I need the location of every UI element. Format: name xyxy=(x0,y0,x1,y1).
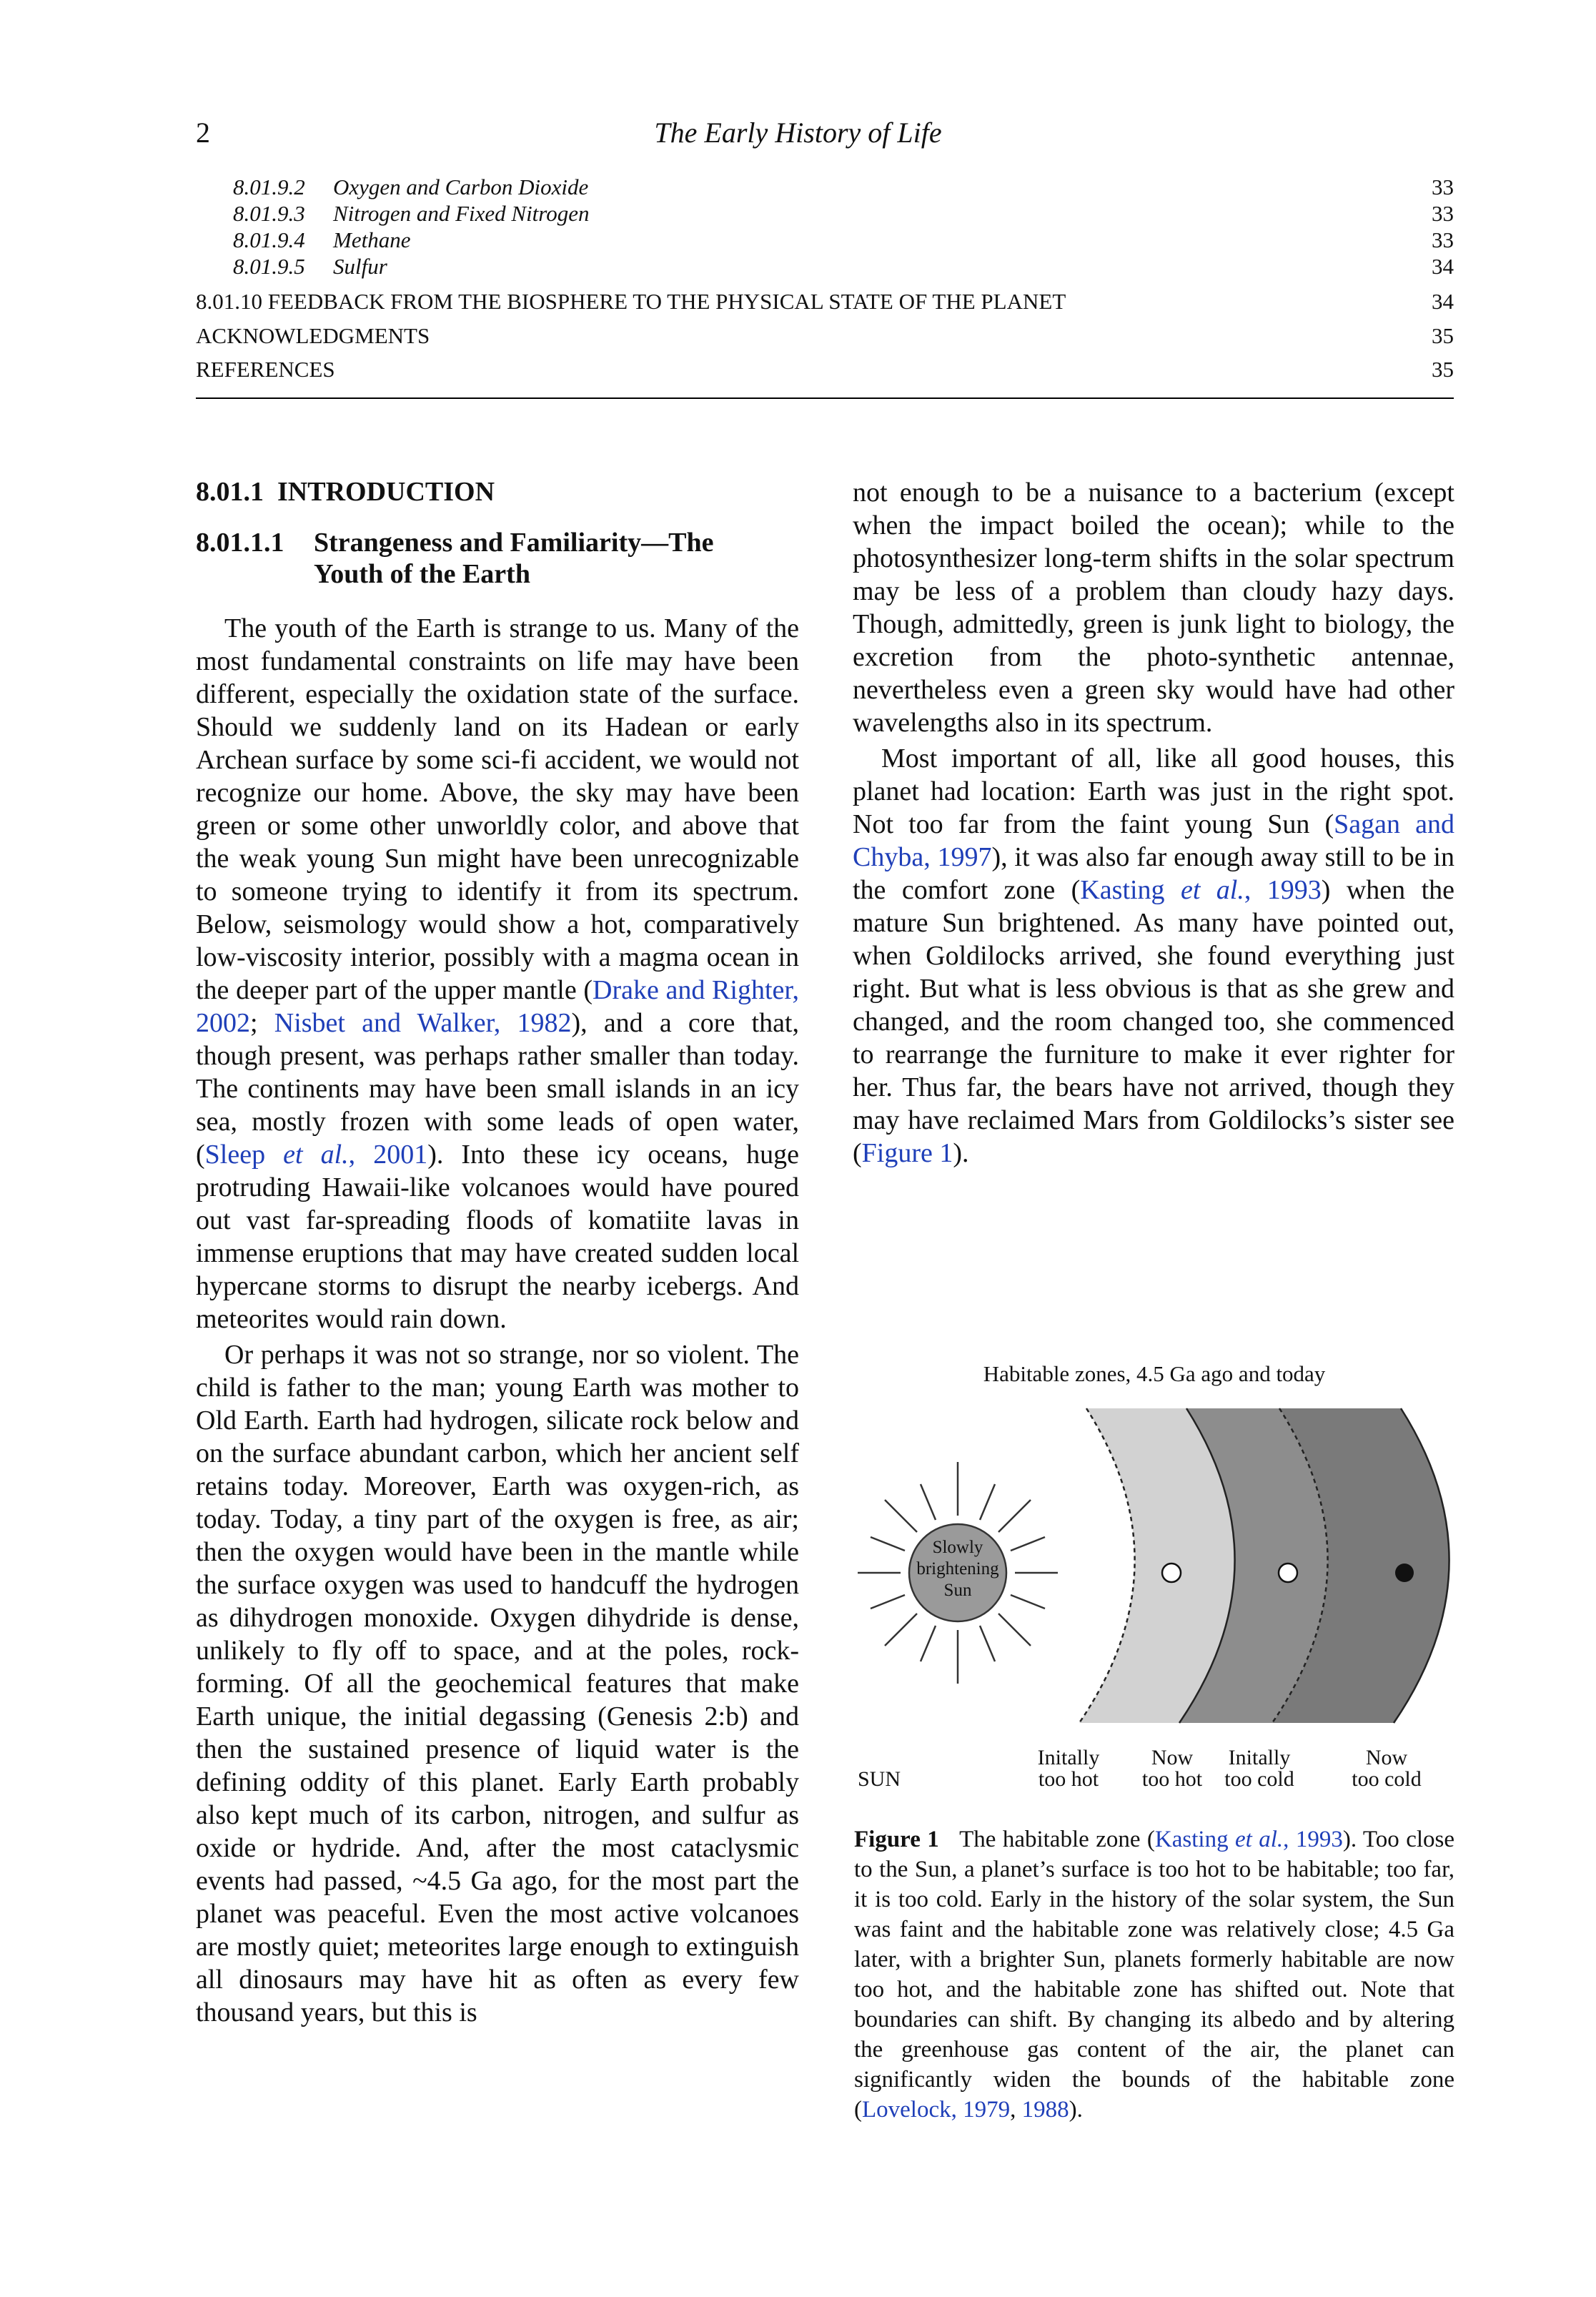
citation-link[interactable] xyxy=(1080,875,1321,905)
left-column xyxy=(196,612,799,2029)
toc-entry-title: ACKNOWLEDGMENTS xyxy=(196,323,430,348)
section-title: INTRODUCTION xyxy=(277,477,495,507)
toc-entry-title: Sulfur xyxy=(333,254,387,279)
paragraph xyxy=(853,742,1454,1170)
figure-title: Habitable zones, 4.5 Ga ago and today xyxy=(983,1361,1326,1386)
running-title: The Early History of Life xyxy=(654,117,942,149)
citation-etal: et al. xyxy=(1180,875,1244,905)
caption-text: The habitable zone ( xyxy=(959,1827,1155,1852)
citation-author: Kasting xyxy=(1080,875,1181,905)
zone-label: too hot xyxy=(1141,1767,1203,1791)
toc-entry[interactable] xyxy=(196,174,1454,200)
section-number: 8.01.1 xyxy=(196,477,264,507)
section-heading xyxy=(196,476,796,508)
planet-initial-icon xyxy=(1279,1564,1297,1582)
figure-habitable-zones xyxy=(851,1351,1454,1794)
toc-entry-title: Methane xyxy=(333,227,411,252)
zone-label: Initally xyxy=(1228,1746,1291,1769)
citation-link[interactable]: Nisbet and Walker, 1982 xyxy=(274,1008,572,1038)
paragraph-text: Most important of all, like all good houses, this planet had location: Earth was just in the right spot. Not too far from the faint young Sun ( xyxy=(853,744,1454,839)
figure-graphic xyxy=(851,1351,1454,1794)
sun-text-line: brightening xyxy=(916,1559,999,1579)
table-of-contents xyxy=(196,174,1454,389)
paragraph-text: ). Into these icy oceans, huge protruding Hawaii-like volcanoes would have poured out vast far-spreading floods of komatiite lavas in immense eruptions that may have created sudden local hypercane storms to disrupt the nearby icebergs. And meteorites would rain down. xyxy=(196,1140,800,1334)
paragraph-text: ), and a core that, though present, was perhaps rather smaller than today. The continents may have been small islands in an icy sea, mostly frozen with some leads of open water, ( xyxy=(196,1008,799,1170)
citation-link[interactable] xyxy=(205,1140,428,1170)
paragraph-text: ) when the mature Sun brightened. As many have pointed out, when Goldilocks arrived, she found everything just right. But what is less obvious is that as she grew and changed, and the room changed too, she commenced to rearrange the furniture to make it ever righter for her. Thus far, the bears have not arrived, though they may have reclaimed Mars from Goldilocks’s sister see ( xyxy=(853,875,1455,1168)
planet-initial-icon xyxy=(1162,1564,1181,1582)
subsection-title-line1: Strangeness and Familiarity—The xyxy=(314,528,714,558)
toc-entry-page: 33 xyxy=(1432,227,1454,252)
subsection-title-line2: Youth of the Earth xyxy=(314,559,530,589)
citation-year: , 2001 xyxy=(348,1140,428,1170)
paragraph: not enough to be a nuisance to a bacterium (except when the impact boiled the ocean); while to the photosynthesizer long-term shifts in the solar spectrum may be less of a problem than cloudy hazy days. Though, admittedly, green is junk light to biology, the excretion from the photo-synthetic antennae, nevertheless even a green sky would have had other wavelengths also in its spectrum. xyxy=(853,478,1454,738)
toc-entry-title: Nitrogen and Fixed Nitrogen xyxy=(333,201,590,226)
subsection-number: 8.01.1.1 xyxy=(196,528,284,558)
paragraph-text: ; xyxy=(250,1008,274,1038)
toc-entry-page: 33 xyxy=(1432,174,1454,199)
toc-entry[interactable] xyxy=(196,254,1454,280)
citation-etal: et al. xyxy=(1235,1827,1284,1852)
citation-link[interactable] xyxy=(1155,1827,1343,1852)
citation-link[interactable]: 1988 xyxy=(1021,2097,1069,2123)
caption-text: ). xyxy=(1069,2097,1083,2123)
toc-entry-page: 35 xyxy=(1432,357,1454,382)
toc-divider xyxy=(196,397,1454,399)
toc-entry[interactable] xyxy=(196,227,1454,253)
paragraph-text: The youth of the Earth is strange to us. Many of the most fundamental constraints on life may have been different, especially the oxidation state of the surface. Should we suddenly land on its Hadean or early Archean surface by some sci-fi accident, we would not recognize our home. Above, the sky may have been green or some other unworldly color, and above that the weak young Sun might have been unrecognizable to someone trying to identify it from its spectrum. Below, seismology would show a hot, comparatively low-viscosity interior, possibly with a magma ocean in the deeper part of the upper mantle ( xyxy=(196,613,799,1005)
citation-link[interactable]: Sagan and Chyba, 1997 xyxy=(853,809,1454,872)
page-number: 2 xyxy=(196,117,210,149)
paragraph: Or perhaps it was not so strange, nor so violent. The child is father to the man; young Earth was mother to Old Earth. Earth had hydrogen, silicate rock below and on the surface abundant carbon, which her ancient self retains today. Moreover, Earth was oxygen-rich, as today. Today, a tiny part of the oxygen is free, as air; then the oxygen would have been in the mantle while the surface oxygen was used to handcuff the hydrogen as dihydrogen monoxide. Oxygen dihydride is dense, unlikely to fly off to space, and at the poles, rock-forming. Of all the geochemical features that make Earth unique, the initial degassing (Genesis 2:b) and then the sustained presence of liquid water is the defining oddity of this planet. Early Earth probably also kept much of its carbon, nitrogen, and sulfur as oxide or hydride. And, after the most cataclysmic events had passed, ~4.5 Ga ago, for the most part the planet was peaceful. Even the most active volcanoes are mostly quiet; meteorites large enough to extinguish all dinosaurs may have hit as often as every few thousand years, but this is xyxy=(196,1340,799,2027)
sun-label: SUN xyxy=(858,1767,901,1791)
sun-text-line: Slowly xyxy=(932,1538,983,1557)
citation-year: , 1993 xyxy=(1283,1827,1343,1852)
sun-text-line: Sun xyxy=(943,1581,972,1600)
paragraph xyxy=(196,612,799,1335)
figure-caption xyxy=(854,1824,1454,2125)
caption-text: ). Too close to the Sun, a planet’s surface is too hot to be habitable; too far, it is too cold. Early in the history of the solar system, the Sun was faint and the habitable zone was relatively close; 4.5 Ga later, with a brighter Sun, planets formerly habitable are now too hot, and the habitable zone has shifted out. Note that boundaries can shift. By changing its albedo and by altering the greenhouse gas content of the air, the planet can significantly widen the bounds of the habitable zone ( xyxy=(854,1827,1455,2123)
toc-entry-number: 8.01.9.2 xyxy=(233,174,305,199)
toc-entry-number: 8.01.9.3 xyxy=(233,201,305,226)
planet-now-icon xyxy=(1395,1564,1414,1582)
zone-label: Initally xyxy=(1037,1746,1100,1769)
paragraph-text: ). xyxy=(953,1138,969,1168)
zone-label: too cold xyxy=(1224,1767,1294,1791)
toc-entry-page: 34 xyxy=(1432,254,1454,279)
citation-link[interactable]: Drake and Righter, 2002 xyxy=(196,975,800,1038)
toc-entry-number: 8.01.9.5 xyxy=(233,254,305,279)
toc-entry-page: 35 xyxy=(1432,323,1454,348)
toc-entry-title: 8.01.10 FEEDBACK FROM THE BIOSPHERE TO THE PHYSICAL STATE OF THE PLANET xyxy=(196,289,1066,314)
zone-label: too cold xyxy=(1352,1767,1422,1791)
zone-label: too hot xyxy=(1038,1767,1099,1791)
toc-entry[interactable] xyxy=(196,289,1454,315)
citation-etal: et al. xyxy=(283,1140,349,1170)
toc-entry-title: REFERENCES xyxy=(196,357,335,382)
citation-link[interactable]: Lovelock, 1979 xyxy=(862,2097,1011,2123)
toc-entry-number: 8.01.9.4 xyxy=(233,227,305,252)
zone-label: Now xyxy=(1151,1746,1194,1769)
toc-entry-title: Oxygen and Carbon Dioxide xyxy=(333,174,589,199)
toc-entry[interactable] xyxy=(196,357,1454,382)
figure-label: Figure 1 xyxy=(854,1827,939,1852)
right-column xyxy=(853,476,1454,1170)
figure-link[interactable]: Figure 1 xyxy=(861,1138,953,1168)
zone-label: Now xyxy=(1365,1746,1408,1769)
toc-entry-page: 33 xyxy=(1432,201,1454,226)
toc-entry-page: 34 xyxy=(1432,289,1454,314)
citation-year: , 1993 xyxy=(1244,875,1322,905)
subsection-heading xyxy=(196,527,796,590)
toc-entry[interactable] xyxy=(196,323,1454,349)
caption-text: , xyxy=(1010,2097,1022,2123)
paragraph-text: ), it was also far enough away still to be in the comfort zone ( xyxy=(853,842,1454,905)
citation-author: Kasting xyxy=(1154,1827,1235,1852)
toc-entry[interactable] xyxy=(196,201,1454,227)
citation-author: Sleep xyxy=(204,1140,284,1170)
